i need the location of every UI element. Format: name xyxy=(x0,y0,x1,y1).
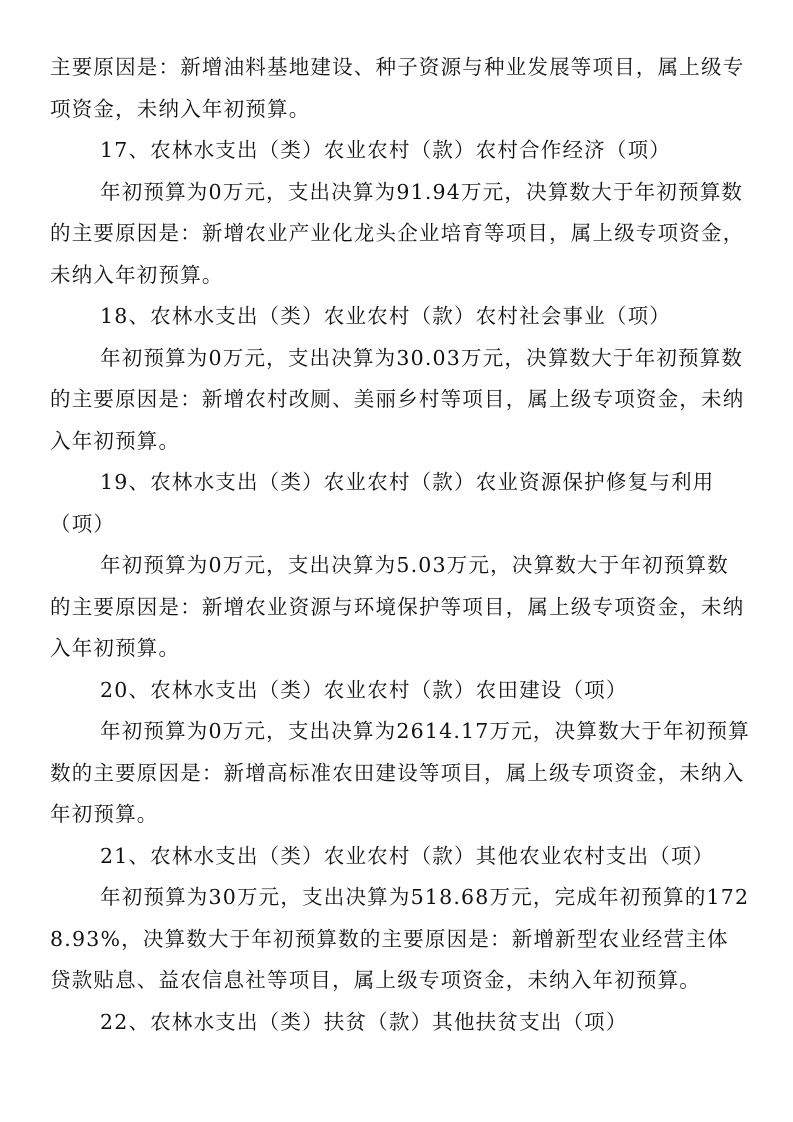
body-paragraph-19: 年初预算为0万元，支出决算为5.03万元，决算数大于年初预算数的主要原因是：新增农业资源与环境保护等项目，属上级专项资金，未纳入年初预算。 xyxy=(50,553,745,660)
body-paragraph-18: 年初预算为0万元，支出决算为30.03万元，决算数大于年初预算数的主要原因是：新增农村改厕、美丽乡村等项目，属上级专项资金，未纳入年初预算。 xyxy=(50,345,745,453)
section-heading-19: 19、农林水支出（类）农业农村（款）农业资源保护修复与利用（项） xyxy=(50,470,715,536)
document-page xyxy=(50,47,750,1043)
section-heading-22: 22、农林水支出（类）扶贫（款）其他扶贫支出（项） xyxy=(100,1009,628,1034)
section-heading-18: 18、农林水支出（类）农业农村（款）农村社会事业（项） xyxy=(100,304,671,328)
body-paragraph-20: 年初预算为0万元，支出决算为2614.17万元，决算数大于年初预算数的主要原因是：新增高标准农田建设等项目，属上级专项资金，未纳入年初预算。 xyxy=(50,719,750,826)
body-paragraph-21: 年初预算为30万元，支出决算为518.68万元，完成年初预算的1728.93%，决算数大于年初预算数的主要原因是：新增新型农业经营主体贷款贴息、益农信息社等项目，属上级专项资金，未纳入年初预算。 xyxy=(50,885,750,992)
body-paragraph-17: 年初预算为0万元，支出决算为91.94万元，决算数大于年初预算数的主要原因是：新增农业产业化龙头企业培育等项目，属上级专项资金，未纳入年初预算。 xyxy=(50,179,745,287)
body-paragraph-1: 主要原因是：新增油料基地建设、种子资源与种业发展等项目，属上级专项资金，未纳入年初预算。 xyxy=(50,55,745,121)
section-heading-17: 17、农林水支出（类）农业农村（款）农村合作经济（项） xyxy=(100,138,671,162)
section-heading-21: 21、农林水支出（类）农业农村（款）其他农业农村支出（项） xyxy=(100,843,715,868)
section-heading-20: 20、农林水支出（类）农业农村（款）农田建设（项） xyxy=(100,677,628,702)
